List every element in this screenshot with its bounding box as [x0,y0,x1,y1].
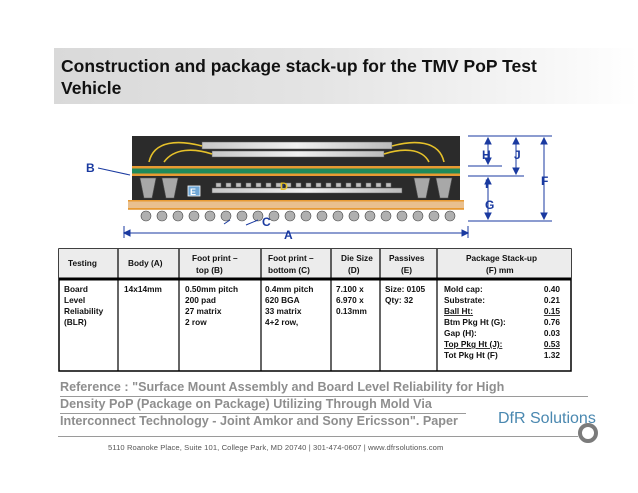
top-die-1 [202,142,392,149]
cell-passives: Size: 0105 [385,284,426,294]
cell-testing: (BLR) [64,317,87,327]
cell-fp-bottom: 620 BGA [265,295,300,305]
reference-line-2: Density PoP (Package on Package) Utilizing Through Mold Via [60,397,432,411]
reference-line-3: Interconnect Technology - Joint Amkor and Sony Ericsson". Paper [60,414,458,428]
reference-underline [60,396,588,397]
cell-passives: Qty: 32 [385,295,414,305]
cell-testing: Board [64,284,88,294]
company-logo: DfR Solutions [498,410,596,427]
top-die-2 [212,151,384,157]
header-body: Body (A) [128,258,163,268]
label-i: I [485,177,489,191]
cell-fp-bottom: 4+2 row, [265,317,299,327]
stackup-value: 0.53 [543,339,560,349]
cell-testing: Reliability [64,306,104,316]
cell-fp-bottom: 0.4mm pitch [265,284,314,294]
header-testing: Testing [68,258,97,268]
header-fp-bottom-2: bottom (C) [268,265,310,275]
header-stackup-1: Package Stack-up [466,253,538,263]
stackup-label: Tot Pkg Ht (F) [444,350,498,360]
stackup-value: 0.21 [543,295,560,305]
stackup-label: Mold cap: [444,284,483,294]
slide-title: Construction and package stack-up for the TMV PoP Test Vehicle [61,56,537,98]
label-j: J [514,148,521,162]
cell-fp-top: 2 row [185,317,207,327]
label-e: E [190,187,197,197]
cell-fp-top: 27 matrix [185,306,222,316]
footer-divider [58,436,578,437]
header-fp-top-2: top (B) [196,265,223,275]
label-b: B [86,161,95,175]
label-a: A [284,228,293,242]
cell-fp-top: 0.50mm pitch [185,284,239,294]
cell-fp-top: 200 pad [185,295,216,305]
header-passives-1: Passives [389,253,425,263]
cell-body: 14x14mm [124,284,162,294]
stackup-value: 1.32 [543,350,560,360]
cell-die: 6.970 x [336,295,364,305]
stackup-label: Gap (H): [444,328,477,338]
reference-line-1: Reference : "Surface Mount Assembly and Board Level Reliability for High [60,380,505,394]
cell-die: 7.100 x [336,284,364,294]
specification-table [58,248,572,372]
label-c: C [262,215,271,229]
header-die-2: (D) [348,265,360,275]
header-stackup-2: (F) mm [486,265,514,275]
bottom-die [212,188,402,193]
label-d: D [280,181,288,193]
logo-ring-icon [578,423,598,443]
stackup-value: 0.76 [543,317,560,327]
stackup-label: Top Pkg Ht (J): [444,339,503,349]
header-die-1: Die Size [341,253,373,263]
header-fp-bottom-1: Foot print – [268,253,314,263]
reference-underline [60,413,466,414]
stackup-value: 0.40 [543,284,560,294]
stackup-value: 0.15 [543,306,560,316]
label-g: G [485,198,495,212]
stackup-label: Ball Ht: [444,306,474,316]
footer-contact: 5110 Roanoke Place, Suite 101, College Park, MD 20740 | 301-474-0607 | www.dfrsolutions.com [108,443,444,452]
cell-testing: Level [64,295,86,305]
cell-fp-bottom: 33 matrix [265,306,302,316]
label-f: F [541,174,549,188]
label-h: H [482,148,491,162]
header-fp-top-1: Foot print – [192,253,238,263]
stackup-label: Btm Pkg Ht (G): [444,317,506,327]
stackup-value: 0.03 [543,328,560,338]
stackup-label: Substrate: [444,295,486,305]
header-passives-2: (E) [401,265,413,275]
cell-die: 0.13mm [336,306,367,316]
